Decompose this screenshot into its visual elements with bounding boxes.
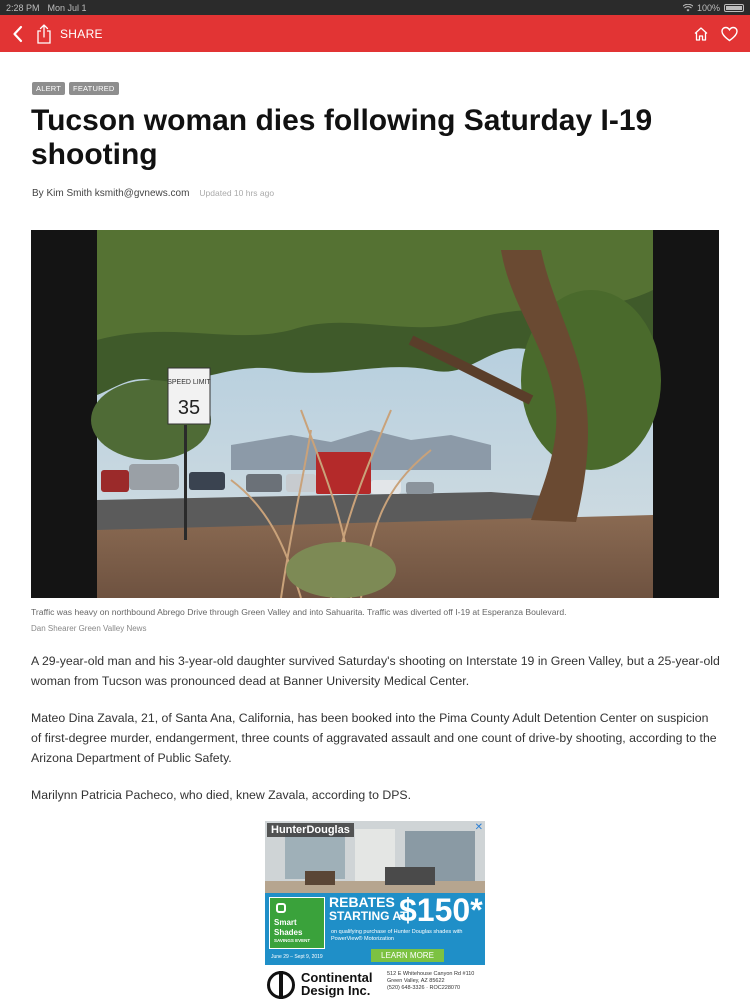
ad-fine-print: on qualifying purchase of Hunter Douglas shades with PowerView® Motorization	[331, 929, 463, 942]
tag-featured[interactable]: FEATURED	[69, 82, 118, 95]
paragraph-3: Marilynn Patricia Pacheco, who died, knew Zavala, according to DPS.	[31, 788, 412, 802]
continental-design-logo-icon	[267, 971, 295, 999]
share-icon	[36, 24, 52, 44]
speed-sign-number: 35	[177, 397, 201, 419]
ad-company	[301, 971, 373, 997]
ad-smart-line2: Shades	[274, 928, 303, 937]
paragraph-2: Mateo Dina Zavala, 21, of Santa Ana, California, has been booked into the Pima County Adult Detention Center on suspicion of first-degree murder, endangerment, three counts of aggravated assault and one count of drive-by shooting, according to the Arizona Department of Public Safety.	[31, 711, 717, 765]
status-bar	[0, 0, 750, 15]
photo-caption: Traffic was heavy on northbound Abrego Drive through Green Valley and into Sahuarita. Traffic was diverted off I-19 at Esperanza Boulevard.	[31, 607, 567, 617]
smart-shades-icon	[276, 903, 286, 913]
ad-banner	[265, 893, 485, 965]
ad-close-icon[interactable]: ✕	[474, 822, 483, 833]
ad-footer	[265, 967, 485, 1000]
back-button[interactable]	[2, 15, 34, 52]
home-button[interactable]	[688, 15, 714, 52]
heart-icon	[721, 26, 738, 42]
ad-address-line1: 512 E Whitehouse Canyon Rd #110	[387, 971, 475, 977]
favorite-button[interactable]	[716, 15, 742, 52]
author[interactable]: By Kim Smith ksmith@gvnews.com	[32, 188, 190, 199]
photo-credit: Dan Shearer Green Valley News	[31, 624, 147, 633]
article-photo[interactable]	[31, 230, 719, 598]
status-date: Mon Jul 1	[47, 2, 87, 13]
ad-company-line1: Continental	[301, 970, 373, 985]
battery-icon	[724, 4, 744, 12]
app-bar	[0, 15, 750, 52]
ad-rebates-line1: REBATES	[329, 894, 395, 910]
photo-image	[31, 230, 719, 598]
article-tags	[32, 82, 119, 95]
share-label: SHARE	[60, 26, 103, 41]
ad-dates: June 29 – Sept 9, 2019	[271, 954, 323, 960]
ad-photo	[265, 821, 485, 893]
ad-smart-line3: SAVINGS EVENT	[274, 938, 311, 943]
ad-rebates-line2: STARTING AT	[329, 909, 408, 923]
ad-brand: HunterDouglas	[267, 823, 354, 837]
ad-address	[387, 971, 474, 992]
ad-address-line3: (520) 648-3326 · ROC228070	[387, 985, 461, 991]
speed-sign-top: SPEED LIMIT	[167, 379, 211, 386]
ad-smart-shades-badge	[269, 897, 325, 949]
home-icon	[693, 26, 709, 42]
ad-learn-more-button[interactable]: LEARN MORE	[371, 949, 444, 962]
tag-alert[interactable]: ALERT	[32, 82, 65, 95]
byline	[32, 188, 274, 199]
advertisement[interactable]	[265, 821, 485, 1000]
ad-price: $150*	[399, 892, 483, 928]
battery-percent: 100%	[696, 2, 720, 13]
ad-smart-line1: Smart	[274, 918, 297, 927]
ad-company-line2: Design Inc.	[301, 983, 371, 998]
share-button[interactable]	[36, 15, 111, 52]
wifi-icon	[683, 4, 693, 12]
status-time: 2:28 PM	[6, 2, 40, 13]
paragraph-1: A 29-year-old man and his 3-year-old daughter survived Saturday's shooting on Interstate 19 in Green Valley, but a 25-year-old woman from Tucson was pronounced dead at Banner University Medical Center.	[31, 654, 720, 688]
updated-time: Updated 10 hrs ago	[199, 188, 275, 198]
ad-rebates	[329, 895, 407, 923]
ad-address-line2: Green Valley, AZ 85622	[387, 978, 445, 984]
chevron-left-icon	[12, 25, 24, 43]
article-headline: Tucson woman dies following Saturday I-19 shooting	[31, 104, 653, 171]
